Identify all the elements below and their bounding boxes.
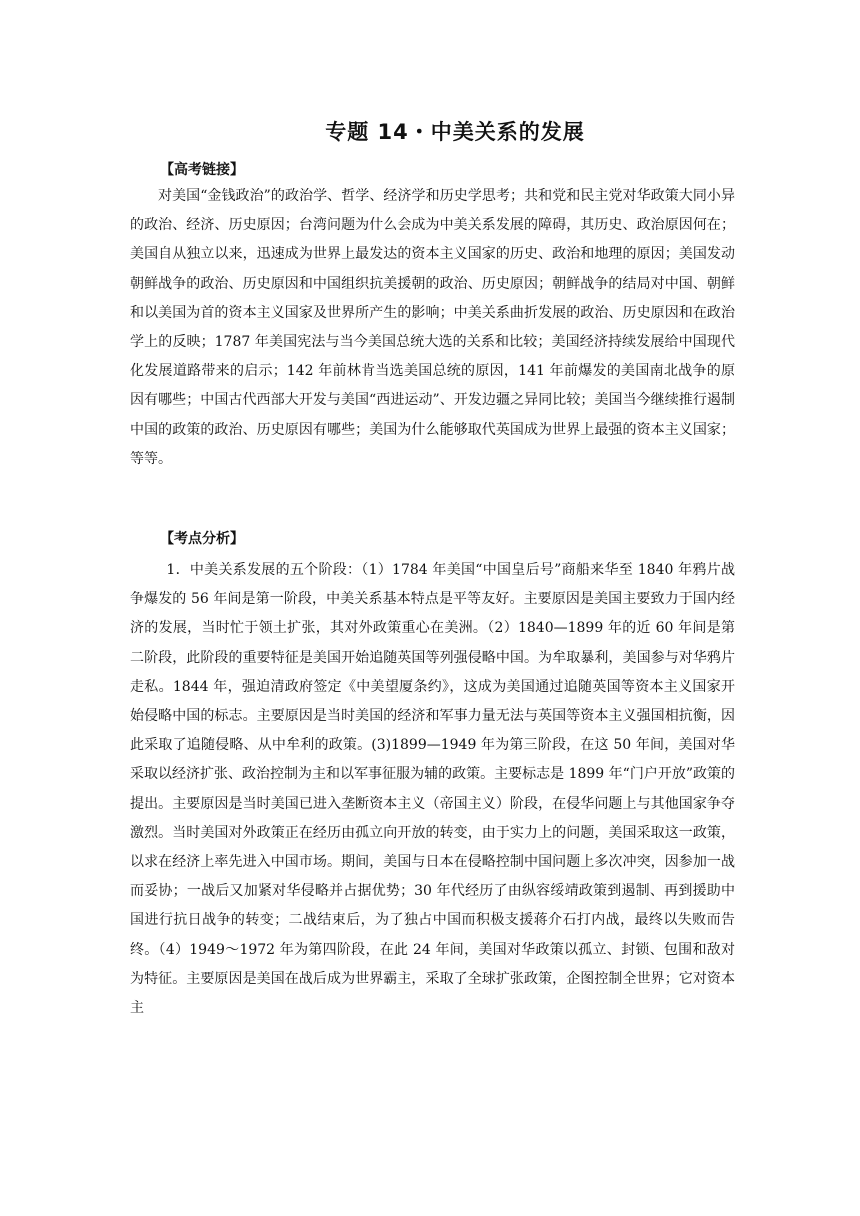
section-paragraph-gaokao-link: 对美国“金钱政治”的政治学、哲学、经济学和历史学思考；共和党和民主党对华政策大同小异的政治、经济、历史原因；台湾问题为什么会成为中美关系发展的障碍，其历史、政治原因何在；美国自从独立以来，迅速成为世界上最发达的资本主义国家的历史、政治和地理的原因；美国发动朝鲜战争的政治、历史原因和中国组织抗美援朝的政治、历史原因；朝鲜战争的结局对中国、朝鲜和以美国为首的资本主义国家及世界所产生的影响；中美关系曲折发展的政治、历史原因和在政治学上的反映；1787 年美国宪法与当今美国总统大选的关系和比较；美国经济持续发展给中国现代化发展道路带来的启示；142 年前林肯当选美国总统的原因，141 年前爆发的美国南北战争的原因有哪些；中国古代西部大开发与美国“西进运动”、开发边疆之异同比较；美国当今继续推行遏制中国的政策的政治、历史原因有哪些；美国为什么能够取代英国成为世界上最强的资本主义国家；等等。	[130, 188, 735, 467]
section-heading-gaokao-link: 【高考链接】	[160, 162, 244, 178]
section-heading-exam-analysis: 【考点分析】	[160, 531, 244, 547]
section-paragraph-exam-analysis: 1．中美关系发展的五个阶段：（1）1784 年美国“中国皇后号”商船来华至 1840 年鸦片战争爆发的 56 年间是第一阶段，中美关系基本特点是平等友好。主要原因是美国主要致力于国内经济的发展，当时忙于领土扩张，其对外政策重心在美洲。（2）1840—1899 年的近 60 年间是第二阶段，此阶段的重要特征是美国开始追随英国等列强侵略中国。为牟取暴利，美国参与对华鸦片走私。1844 年，强迫清政府签定《中美望厦条约》，这成为美国通过追随英国等资本主义国家开始侵略中国的标志。主要原因是当时美国的经济和军事力量无法与英国等资本主义强国相抗衡，因此采取了追随侵略、从中牟利的政策。(3)1899—1949 年为第三阶段，在这 50 年间，美国对华采取以经济扩张、政治控制为主和以军事征服为辅的政策。主要标志是 1899 年“门户开放”政策的提出。主要原因是当时美国已进入垄断资本主义（帝国主义）阶段，在侵华问题上与其他国家争夺激烈。当时美国对外政策正在经历由孤立向开放的转变，由于实力上的问题，美国采取这一政策，以求在经济上率先进入中国市场。期间，美国与日本在侵略控制中国问题上多次冲突，因参加一战而妥协；一战后又加紧对华侵略并占据优势；30 年代经历了由纵容绥靖政策到遏制、再到援助中国进行抗日战争的转变；二战结束后，为了独占中国而积极支援蒋介石打内战，最终以失败而告终。（4）1949～1972 年为第四阶段，在此 24 年间，美国对华政策以孤立、封锁、包围和敌对为特征。主要原因是美国在战后成为世界霸主，采取了全球扩张政策，企图控制全世界；它对资本主	[130, 562, 735, 1017]
page-title: 专题 14・中美关系的发展	[325, 120, 585, 144]
